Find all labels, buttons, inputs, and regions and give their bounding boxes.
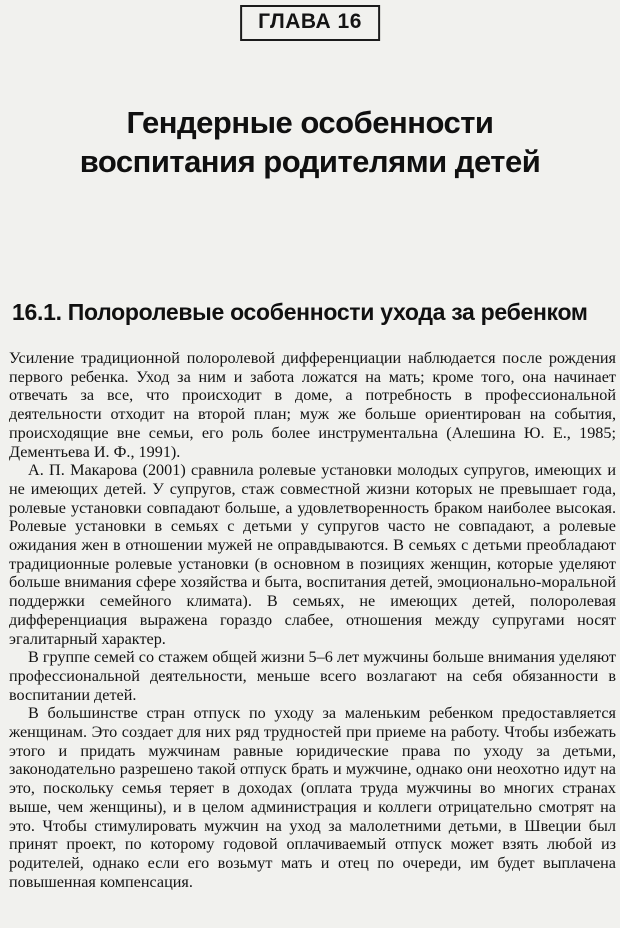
body-paragraph-2: А. П. Макарова (2001) сравнила ролевые установки молодых супругов, имеющих и не имеющих детей. У супругов, стаж совместной жизни которых не превышает года, ролевые установки совпадают больше, а удовлетворенность браком наиболее высокая. Ролевые установки в семьях с детьми у супругов часто не совпадают, а ролевые ожидания жен в отношении мужей не оправдываются. В семьях с детьми преобладают традиционные ролевые установки (в основном в позициях женщин, которые уделяют больше внимания сфере хозяйства и быта, воспитания детей, эмоционально-моральной поддержки семейного климата). В семьях, не имеющих детей, полоролевая дифференциация выражена гораздо слабее, отношения между супругами носят эгалитарный характер.	[9, 461, 616, 648]
body-text	[9, 349, 616, 891]
chapter-label: ГЛАВА 16	[258, 10, 362, 33]
section-heading: 16.1. Полоролевые особенности ухода за ребенком	[12, 299, 588, 325]
body-paragraph-3: В группе семей со стажем общей жизни 5–6 лет мужчины больше внимания уделяют профессиональной деятельности, меньше всего возлагают на себя обязанности в воспитании детей.	[9, 648, 616, 704]
body-paragraph-4: В большинстве стран отпуск по уходу за маленьким ребенком предоставляется женщинам. Это создает для них ряд трудностей при приеме на работу. Чтобы избежать этого и придать мужчинам равные юридические права по уходу за детьми, законодательно разрешено такой отпуск брать и мужчине, однако они неохотно идут на это, поскольку семья теряет в доходах (оплата труда мужчины во многих странах выше, чем женщины), и в целом администрация и коллеги отрицательно смотрят на это. Чтобы стимулировать мужчин на уход за малолетними детьми, в Швеции был принят проект, по которому годовой оплачиваемый отпуск может взять любой из родителей, однако если его возьмут мать и отец по очереди, им будет выплачена повышенная компенсация.	[9, 704, 616, 891]
page-title-line-2: воспитания родителями детей	[79, 143, 541, 179]
page-title	[0, 103, 620, 181]
body-paragraph-1: Усиление традиционной полоролевой дифференциации наблюдается после рождения первого ребенка. Уход за ним и забота ложатся на мать; кроме того, она начинает отвечать за все, что происходит в доме, а потребность в профессиональной деятельности отходит на второй план; муж же больше ориентирован на события, происходящие вне семьи, его роль более инструментальна (Алешина Ю. Е., 1985; Дементьева И. Ф., 1991).	[9, 349, 616, 461]
chapter-label-box	[240, 5, 380, 41]
page-title-line-1: Гендерные особенности	[126, 104, 494, 140]
